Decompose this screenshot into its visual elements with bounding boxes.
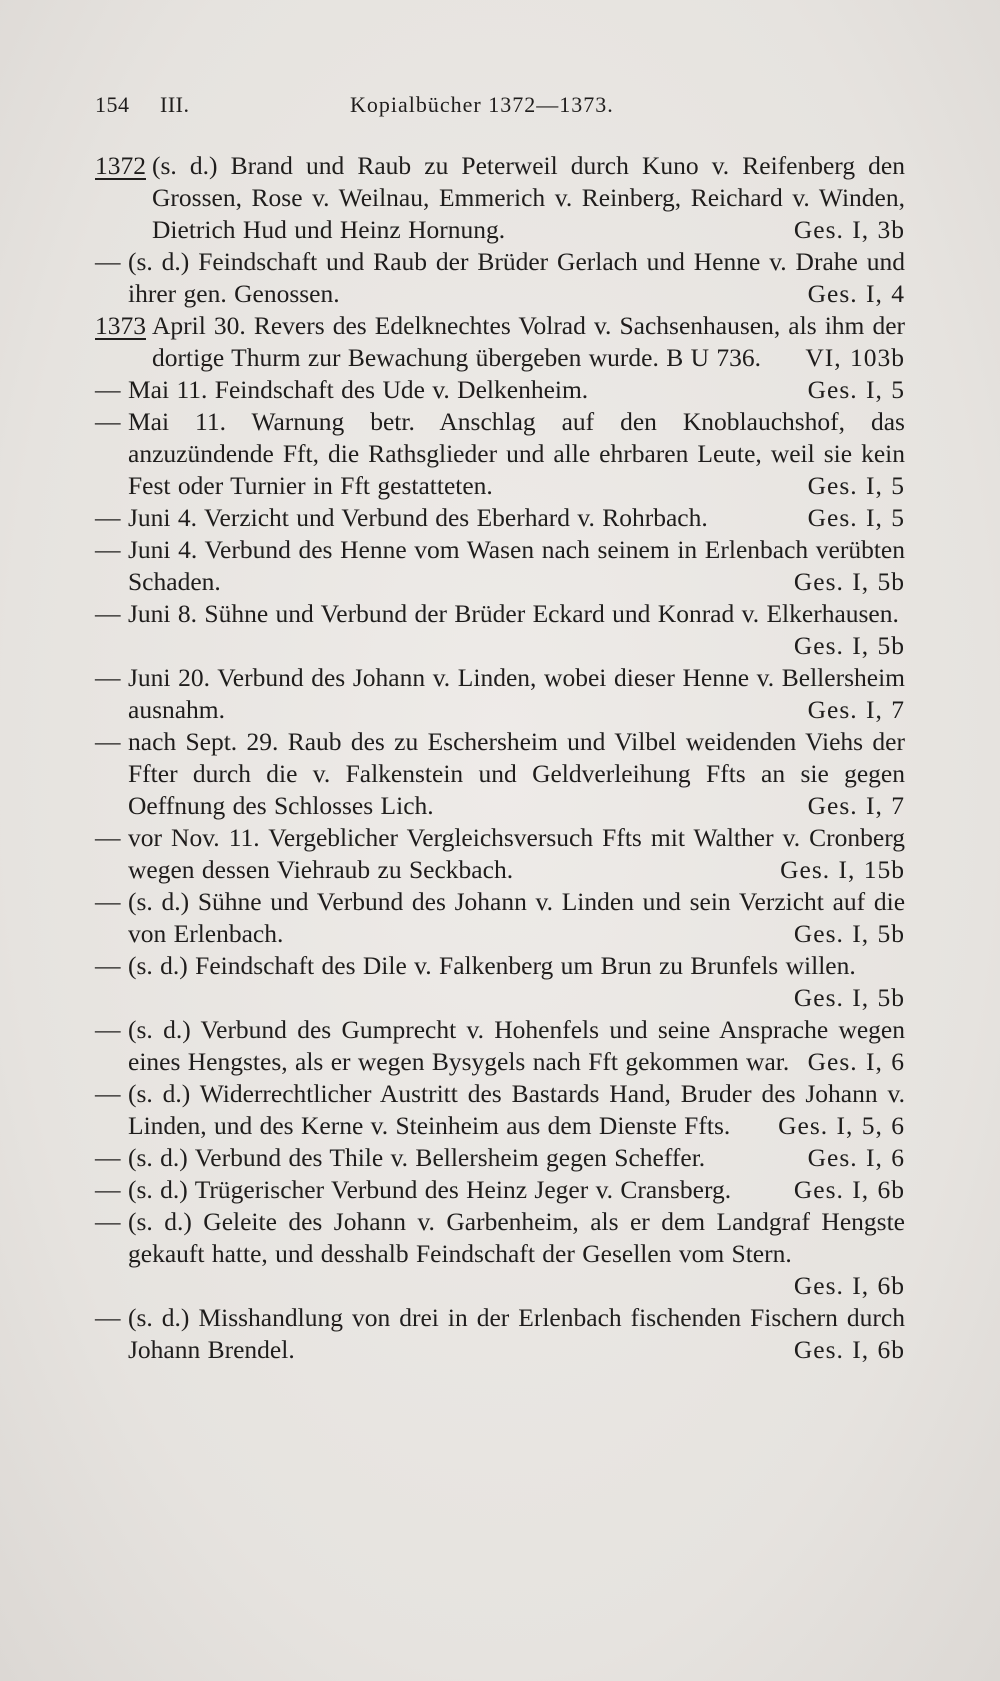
entry-body	[95, 406, 905, 502]
entry-text: Trügerischer Verbund des Heinz Jeger v. Cransberg.	[194, 1175, 732, 1204]
entry-source-reference: Ges. I, 5b	[793, 919, 905, 948]
register-entry	[95, 534, 905, 598]
entry-date: vor Nov. 11.	[128, 823, 260, 852]
register-entry	[95, 662, 905, 726]
register-entry	[95, 598, 905, 662]
entry-date: (s. d.)	[128, 1143, 188, 1172]
entry-dash: —	[95, 599, 121, 628]
register-entry	[95, 1302, 905, 1366]
register-entry	[95, 310, 905, 374]
entry-body	[95, 1078, 905, 1142]
entry-dash: —	[95, 727, 121, 756]
entry-date: Juni 4.	[128, 503, 198, 532]
entry-date: (s. d.)	[152, 151, 218, 180]
entry-year: 1373	[95, 311, 146, 340]
entry-text: Verzicht und Verbund des Eberhard v. Rohrbach.	[203, 503, 708, 532]
register-entry	[95, 406, 905, 502]
entry-body	[95, 662, 905, 726]
entry-date: (s. d.)	[128, 1175, 188, 1204]
register-entry	[95, 1142, 905, 1174]
entry-text: Verbund des Gumprecht v. Hohenfels und seine Ansprache wegen eines Hengstes, als er wegen Bysygels nach Fft gekommen war.	[128, 1015, 905, 1076]
register-entry	[95, 150, 905, 246]
entry-date: (s. d.)	[128, 1207, 192, 1236]
register-entry	[95, 1078, 905, 1142]
register-entry	[95, 886, 905, 950]
entry-body	[95, 1206, 905, 1302]
entry-text: Misshandlung von drei in der Erlenbach fischenden Fischern durch Johann Brendel.	[128, 1303, 905, 1364]
register-entry	[95, 950, 905, 1014]
entry-body	[95, 886, 905, 950]
entry-date: (s. d.)	[128, 887, 190, 916]
entry-source-reference: Ges. I, 6b	[793, 1335, 905, 1364]
page-number: 154	[95, 92, 130, 117]
entry-text: Warnung betr. Anschlag auf den Knoblauchshof, das anzuzündende Fft, die Rathsglieder und alle ehrbaren Leute, weil sie kein Fest oder Turnier in Fft gestatteten.	[128, 407, 905, 500]
entry-dash: —	[95, 407, 121, 436]
entry-source-reference: Ges. I, 5	[807, 503, 905, 532]
entry-date: Juni 4.	[128, 535, 198, 564]
entry-text: Verbund des Thile v. Bellersheim gegen Scheffer.	[194, 1143, 706, 1172]
entry-date: nach Sept. 29.	[128, 727, 279, 756]
entry-date: (s. d.)	[128, 1303, 190, 1332]
entry-source-reference: Ges. I, 5	[807, 375, 905, 404]
register-entry	[95, 246, 905, 310]
entry-source-reference: Ges. I, 4	[807, 279, 905, 308]
entry-body	[95, 822, 905, 886]
entry-body	[95, 726, 905, 822]
entry-text: Verbund des Henne vom Wasen nach seinem in Erlenbach verübten Schaden.	[128, 535, 905, 596]
entry-source-reference: Ges. I, 5b	[793, 983, 905, 1012]
entry-dash: —	[95, 247, 121, 276]
entry-body	[95, 598, 905, 662]
entry-date: (s. d.)	[128, 951, 188, 980]
entry-date: Juni 8.	[128, 599, 198, 628]
entry-source-reference: Ges. I, 6	[807, 1143, 905, 1172]
entry-text: Feindschaft des Dile v. Falkenberg um Brun zu Brunfels willen.	[195, 951, 856, 980]
entry-dash: —	[95, 1175, 121, 1204]
entry-dash: —	[95, 663, 121, 692]
entry-source-reference: Ges. I, 5b	[793, 631, 905, 660]
entry-text: Widerrechtlicher Austritt des Bastards Hand, Bruder des Johann v. Linden, und des Kerne v. Steinheim aus dem Dienste Ffts.	[128, 1079, 905, 1140]
running-title: Kopialbücher 1372—1373.	[350, 92, 614, 117]
entry-text: Brand und Raub zu Peterweil durch Kuno v. Reifenberg den Grossen, Rose v. Weilnau, Emmerich v. Reinberg, Reichard v. Winden, Dietrich Hud und Heinz Hornung.	[152, 151, 905, 244]
entry-text: Sühne und Verbund des Johann v. Linden und sein Verzicht auf die von Erlenbach.	[128, 887, 906, 948]
entry-year: 1372	[95, 151, 146, 180]
entry-text: Sühne und Verbund der Brüder Eckard und Konrad v. Elkerhausen.	[204, 599, 899, 628]
entry-source-reference: Ges. I, 6b	[793, 1175, 905, 1204]
section-number: III.	[160, 92, 190, 117]
entry-dash: —	[95, 1207, 121, 1236]
entry-date: Mai 11.	[128, 407, 226, 436]
entry-dash: —	[95, 1303, 121, 1332]
entry-body	[95, 534, 905, 598]
register-entry	[95, 1174, 905, 1206]
entry-dash: —	[95, 375, 121, 404]
entry-date: (s. d.)	[128, 1079, 191, 1108]
entry-body	[95, 1174, 905, 1206]
entry-text: Feindschaft des Ude v. Delkenheim.	[214, 375, 589, 404]
entry-date: Juni 20.	[128, 663, 211, 692]
entry-dash: —	[95, 503, 121, 532]
register-entry	[95, 502, 905, 534]
entry-text: Revers des Edelknechtes Volrad v. Sachsenhausen, als ihm der dortige Thurm zur Bewachung übergeben wurde. B U 736.	[152, 311, 906, 372]
entry-dash: —	[95, 951, 121, 980]
entry-dash: —	[95, 535, 121, 564]
entry-date: (s. d.)	[128, 247, 190, 276]
entry-dash: —	[95, 1143, 121, 1172]
entry-source-reference: VI, 103b	[805, 343, 905, 372]
entry-text: Feindschaft und Raub der Brüder Gerlach und Henne v. Drahe und ihrer gen. Genossen.	[128, 247, 905, 308]
register-entry	[95, 726, 905, 822]
entry-date: (s. d.)	[128, 1015, 191, 1044]
register-entry	[95, 1206, 905, 1302]
entry-source-reference: Ges. I, 7	[807, 695, 905, 724]
entry-text: Geleite des Johann v. Garbenheim, als er dem Landgraf Hengste gekauft hatte, und desshalb Feindschaft der Gesellen vom Stern.	[128, 1207, 905, 1268]
entry-dash: —	[95, 1079, 121, 1108]
entry-source-reference: Ges. I, 5b	[793, 567, 905, 596]
entry-source-reference: Ges. I, 15b	[780, 855, 905, 884]
register-entry	[95, 374, 905, 406]
entry-source-reference: Ges. I, 5, 6	[778, 1111, 905, 1140]
entry-body	[95, 374, 905, 406]
entry-dash: —	[95, 823, 121, 852]
entry-body	[95, 1014, 905, 1078]
entry-dash: —	[95, 887, 121, 916]
entry-source-reference: Ges. I, 6	[807, 1047, 905, 1076]
register-entry	[95, 1014, 905, 1078]
register-entry	[95, 822, 905, 886]
entry-body	[95, 310, 905, 374]
entry-body	[95, 150, 905, 246]
entry-body	[95, 950, 905, 1014]
entry-text: Verbund des Johann v. Linden, wobei dieser Henne v. Bellersheim ausnahm.	[128, 663, 905, 724]
entry-date: April 30.	[152, 311, 246, 340]
entry-body	[95, 1142, 905, 1174]
entry-source-reference: Ges. I, 6b	[793, 1271, 905, 1300]
entry-source-reference: Ges. I, 5	[807, 471, 905, 500]
entry-date: Mai 11.	[128, 375, 208, 404]
entry-body	[95, 246, 905, 310]
entry-source-reference: Ges. I, 7	[807, 791, 905, 820]
entry-body	[95, 502, 905, 534]
entry-source-reference: Ges. I, 3b	[793, 215, 905, 244]
entry-body	[95, 1302, 905, 1366]
entry-dash: —	[95, 1015, 121, 1044]
entry-text: Raub des zu Eschersheim und Vilbel weidenden Viehs der Ffter durch die v. Falkenstein und Geldverleihung Ffts an sie gegen Oeffnung des Schlosses Lich.	[128, 727, 905, 820]
entry-text: Vergeblicher Vergleichsversuch Ffts mit Walther v. Cronberg wegen dessen Viehraub zu Seckbach.	[128, 823, 905, 884]
entry-list	[95, 150, 905, 1366]
